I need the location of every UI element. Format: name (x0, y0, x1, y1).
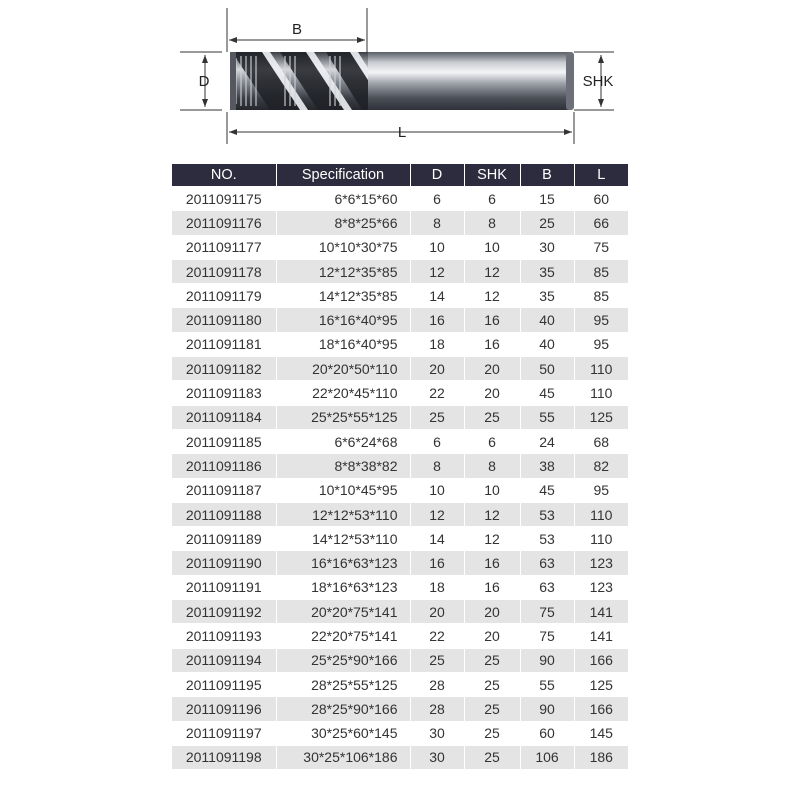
cell-b: 35 (520, 284, 574, 308)
table-body (172, 187, 628, 770)
cell-specification: 14*12*35*85 (276, 284, 410, 308)
table-row (172, 235, 628, 259)
cell-d: 25 (410, 648, 464, 672)
table-row (172, 502, 628, 526)
cell-no: 2011091197 (172, 721, 276, 745)
cell-l: 110 (574, 381, 628, 405)
cell-shk: 25 (464, 697, 520, 721)
cell-shk: 20 (464, 624, 520, 648)
cell-specification: 12*12*53*110 (276, 502, 410, 526)
cell-no: 2011091187 (172, 478, 276, 502)
cell-l: 68 (574, 429, 628, 453)
table-row (172, 575, 628, 599)
cell-no: 2011091194 (172, 648, 276, 672)
cell-specification: 28*25*55*125 (276, 672, 410, 696)
cell-no: 2011091196 (172, 697, 276, 721)
table-row (172, 429, 628, 453)
table-row (172, 211, 628, 235)
cell-no: 2011091181 (172, 332, 276, 356)
cell-specification: 22*20*45*110 (276, 381, 410, 405)
cell-d: 10 (410, 478, 464, 502)
cell-l: 141 (574, 624, 628, 648)
cell-l: 125 (574, 405, 628, 429)
table-row (172, 454, 628, 478)
cell-d: 8 (410, 454, 464, 478)
cell-shk: 10 (464, 478, 520, 502)
cell-shk: 8 (464, 454, 520, 478)
end-mill-drawing (0, 0, 800, 160)
table-row (172, 551, 628, 575)
cell-shk: 25 (464, 745, 520, 769)
cell-shk: 6 (464, 187, 520, 211)
cell-specification: 8*8*25*66 (276, 211, 410, 235)
cell-d: 30 (410, 721, 464, 745)
cell-d: 20 (410, 600, 464, 624)
cell-shk: 16 (464, 332, 520, 356)
cell-l: 145 (574, 721, 628, 745)
cell-l: 123 (574, 575, 628, 599)
cell-specification: 8*8*38*82 (276, 454, 410, 478)
cell-l: 141 (574, 600, 628, 624)
table-row (172, 332, 628, 356)
cell-specification: 18*16*63*123 (276, 575, 410, 599)
cell-b: 75 (520, 624, 574, 648)
header-specification: Specification (276, 164, 410, 187)
cell-shk: 12 (464, 284, 520, 308)
cell-d: 18 (410, 332, 464, 356)
cell-b: 55 (520, 672, 574, 696)
cell-l: 60 (574, 187, 628, 211)
cell-shk: 6 (464, 429, 520, 453)
cell-shk: 20 (464, 357, 520, 381)
cell-l: 123 (574, 551, 628, 575)
dim-label-shk: SHK (582, 73, 614, 90)
cell-l: 110 (574, 502, 628, 526)
cell-specification: 25*25*90*166 (276, 648, 410, 672)
cell-b: 45 (520, 381, 574, 405)
cell-no: 2011091186 (172, 454, 276, 478)
cell-shk: 16 (464, 308, 520, 332)
cell-d: 20 (410, 357, 464, 381)
cell-shk: 8 (464, 211, 520, 235)
cell-specification: 6*6*24*68 (276, 429, 410, 453)
header-shk: SHK (464, 164, 520, 187)
dim-label-b: B (291, 21, 303, 38)
cell-d: 6 (410, 429, 464, 453)
cell-b: 53 (520, 502, 574, 526)
cell-d: 14 (410, 284, 464, 308)
cell-shk: 20 (464, 600, 520, 624)
cell-shk: 10 (464, 235, 520, 259)
cell-specification: 20*20*50*110 (276, 357, 410, 381)
cell-d: 18 (410, 575, 464, 599)
table-row (172, 672, 628, 696)
cell-shk: 25 (464, 405, 520, 429)
cell-d: 14 (410, 527, 464, 551)
cell-specification: 16*16*40*95 (276, 308, 410, 332)
shank-body (360, 52, 572, 110)
cell-specification: 14*12*53*110 (276, 527, 410, 551)
cell-no: 2011091184 (172, 405, 276, 429)
cell-l: 186 (574, 745, 628, 769)
table-row (172, 357, 628, 381)
cell-b: 90 (520, 648, 574, 672)
cell-no: 2011091198 (172, 745, 276, 769)
cell-no: 2011091175 (172, 187, 276, 211)
cell-no: 2011091176 (172, 211, 276, 235)
cell-d: 12 (410, 502, 464, 526)
cell-no: 2011091192 (172, 600, 276, 624)
table-row (172, 721, 628, 745)
cell-b: 63 (520, 551, 574, 575)
cell-no: 2011091177 (172, 235, 276, 259)
cell-specification: 22*20*75*141 (276, 624, 410, 648)
cell-no: 2011091188 (172, 502, 276, 526)
cell-l: 166 (574, 697, 628, 721)
cell-d: 25 (410, 405, 464, 429)
cell-no: 2011091195 (172, 672, 276, 696)
cell-d: 10 (410, 235, 464, 259)
cell-d: 6 (410, 187, 464, 211)
table-row (172, 600, 628, 624)
cell-shk: 25 (464, 672, 520, 696)
cell-shk: 16 (464, 575, 520, 599)
table-row (172, 478, 628, 502)
cell-l: 85 (574, 259, 628, 283)
cell-specification: 18*16*40*95 (276, 332, 410, 356)
cell-no: 2011091189 (172, 527, 276, 551)
cell-d: 16 (410, 308, 464, 332)
table-row (172, 405, 628, 429)
cell-shk: 12 (464, 527, 520, 551)
cell-d: 22 (410, 381, 464, 405)
cell-b: 40 (520, 308, 574, 332)
dimension-diagram (0, 0, 800, 160)
cell-specification: 16*16*63*123 (276, 551, 410, 575)
cell-l: 75 (574, 235, 628, 259)
cell-d: 16 (410, 551, 464, 575)
cell-d: 30 (410, 745, 464, 769)
cell-d: 28 (410, 697, 464, 721)
header-b: B (520, 164, 574, 187)
cell-shk: 12 (464, 502, 520, 526)
cell-no: 2011091183 (172, 381, 276, 405)
flute-head (230, 52, 368, 110)
table-row (172, 381, 628, 405)
cell-no: 2011091182 (172, 357, 276, 381)
cell-shk: 12 (464, 259, 520, 283)
cell-b: 45 (520, 478, 574, 502)
cell-l: 66 (574, 211, 628, 235)
table-row (172, 259, 628, 283)
cell-specification: 30*25*106*186 (276, 745, 410, 769)
cell-l: 95 (574, 332, 628, 356)
cell-l: 95 (574, 478, 628, 502)
cell-d: 12 (410, 259, 464, 283)
header-l: L (574, 164, 628, 187)
cell-shk: 16 (464, 551, 520, 575)
cell-b: 50 (520, 357, 574, 381)
cell-no: 2011091193 (172, 624, 276, 648)
cell-b: 60 (520, 721, 574, 745)
cell-specification: 10*10*30*75 (276, 235, 410, 259)
cell-no: 2011091180 (172, 308, 276, 332)
cell-specification: 6*6*15*60 (276, 187, 410, 211)
cell-b: 75 (520, 600, 574, 624)
header-no: NO. (172, 164, 276, 187)
cell-no: 2011091191 (172, 575, 276, 599)
cell-no: 2011091178 (172, 259, 276, 283)
table-row (172, 745, 628, 769)
cell-b: 53 (520, 527, 574, 551)
cell-shk: 20 (464, 381, 520, 405)
header-d: D (410, 164, 464, 187)
dim-label-l: L (397, 124, 407, 141)
cell-d: 22 (410, 624, 464, 648)
cell-no: 2011091190 (172, 551, 276, 575)
cell-specification: 12*12*35*85 (276, 259, 410, 283)
table-row (172, 308, 628, 332)
table-row (172, 527, 628, 551)
cell-b: 30 (520, 235, 574, 259)
cell-specification: 20*20*75*141 (276, 600, 410, 624)
table-header-row (172, 164, 628, 187)
dim-label-d: D (198, 73, 210, 90)
cell-b: 24 (520, 429, 574, 453)
cell-b: 35 (520, 259, 574, 283)
specification-table (172, 164, 628, 770)
cell-specification: 28*25*90*166 (276, 697, 410, 721)
cell-l: 82 (574, 454, 628, 478)
table-row (172, 697, 628, 721)
cell-l: 125 (574, 672, 628, 696)
cell-shk: 25 (464, 648, 520, 672)
cell-specification: 25*25*55*125 (276, 405, 410, 429)
cell-specification: 30*25*60*145 (276, 721, 410, 745)
cell-l: 85 (574, 284, 628, 308)
cell-b: 90 (520, 697, 574, 721)
cell-b: 25 (520, 211, 574, 235)
cell-b: 40 (520, 332, 574, 356)
table-row (172, 187, 628, 211)
table-row (172, 284, 628, 308)
table-row (172, 648, 628, 672)
cell-d: 8 (410, 211, 464, 235)
cell-b: 106 (520, 745, 574, 769)
cell-specification: 10*10*45*95 (276, 478, 410, 502)
table-row (172, 624, 628, 648)
cell-l: 110 (574, 357, 628, 381)
cell-l: 166 (574, 648, 628, 672)
cell-shk: 25 (464, 721, 520, 745)
cell-b: 55 (520, 405, 574, 429)
cell-d: 28 (410, 672, 464, 696)
cell-no: 2011091185 (172, 429, 276, 453)
shank-chamfer (566, 52, 574, 110)
cell-b: 15 (520, 187, 574, 211)
cell-no: 2011091179 (172, 284, 276, 308)
cell-b: 38 (520, 454, 574, 478)
cell-b: 63 (520, 575, 574, 599)
cell-l: 110 (574, 527, 628, 551)
cell-l: 95 (574, 308, 628, 332)
